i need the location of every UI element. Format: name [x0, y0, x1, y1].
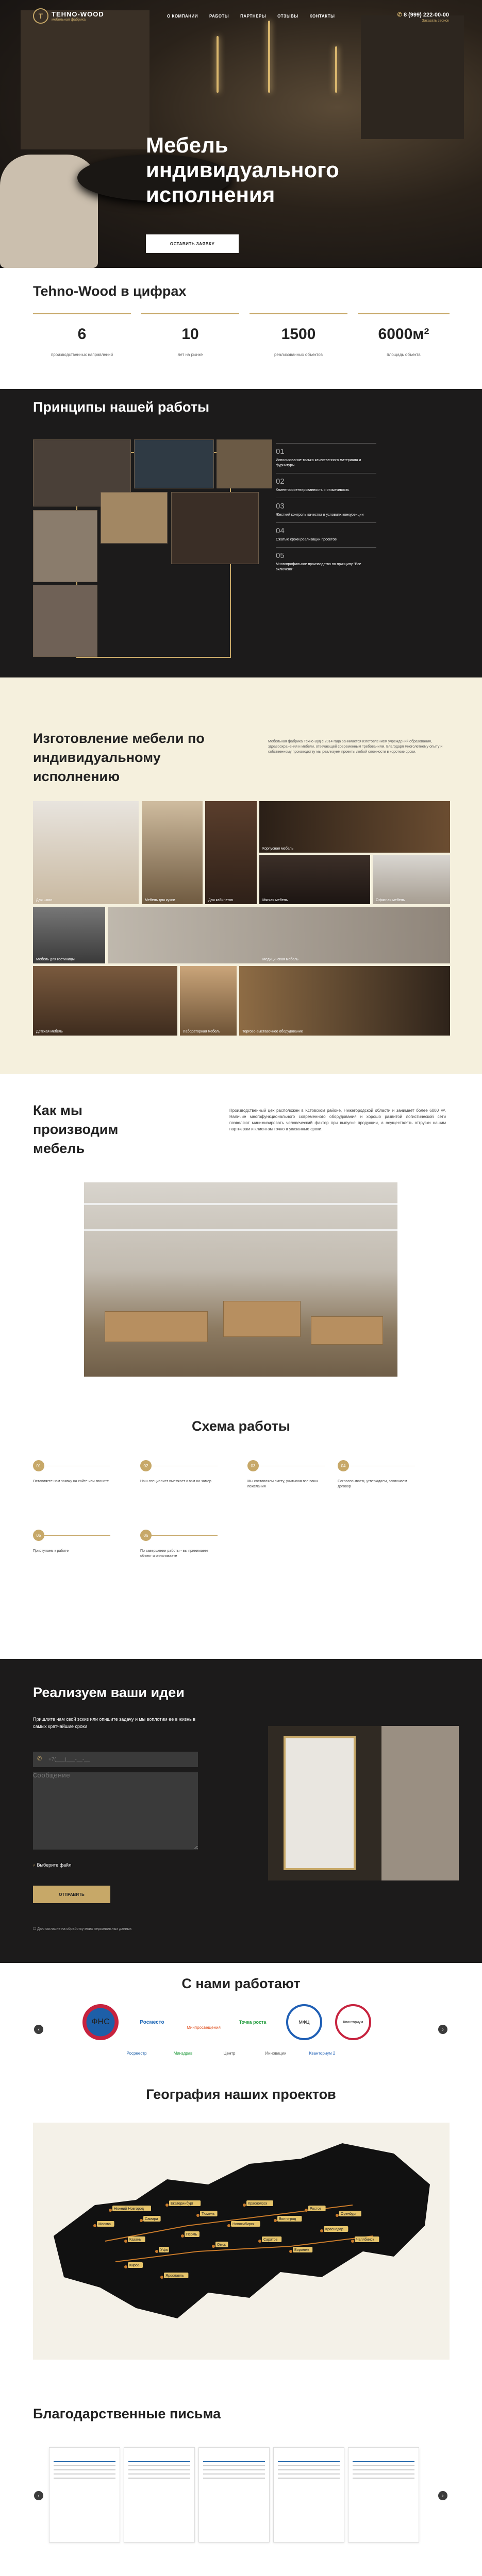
city-pin — [243, 2204, 246, 2207]
stat-label: лет на рынке — [177, 352, 203, 357]
gallery-title: Изготовление мебели по индивидуальному исполнению — [33, 731, 205, 784]
principles-title: Принципы нашей работы — [33, 399, 210, 415]
scheme-step — [247, 1463, 325, 1489]
production-section — [0, 1074, 482, 1414]
stat-divider — [141, 313, 239, 314]
stat-label: производственных направлений — [51, 352, 113, 357]
workshop-bench — [311, 1316, 383, 1345]
phone-icon: ✆ — [397, 11, 404, 18]
partner-logo: Минздрав — [173, 2050, 193, 2056]
city-label: Пермь — [186, 2233, 197, 2236]
russia-map-svg — [33, 2123, 450, 2360]
city-label: Саратов — [263, 2238, 278, 2242]
logo-icon: T — [33, 8, 48, 24]
production-text: Производственный цех расположен в Кстовском районе, Нижегородской области и занимает более 6000 м². Наличие многофункционального современного оборудования и хорошо развитой логистической сети позволяют минимизировать человеческий фактор при выпуске продукции, а осуществлять отгрузки нашим партнерам и клиентам точно в указанные сроки. — [229, 1108, 446, 1131]
ideas-subtitle: Пришлите нам свой эскиз или опишите задачу и мы воплотим ее в жизнь в самых кратчайшие сроки — [33, 1717, 196, 1729]
header-phone-box — [397, 10, 449, 23]
partner-logo: Росреестр — [126, 2050, 147, 2056]
gallery-tile-kitchen[interactable]: Мебель для кухни — [142, 801, 203, 904]
principle-item: 03 Жесткий контроль качества в условиях конкуренции — [276, 498, 376, 522]
city-label: Волгоград — [279, 2217, 296, 2221]
consent-checkbox[interactable]: ☐ Даю согласие на обработку моих персональных данных — [33, 1927, 132, 1931]
city-label: Тюмень — [202, 2212, 215, 2216]
scheme-step — [140, 1535, 218, 1559]
logo-name: TEHNO-WOOD — [52, 10, 104, 18]
nav-item-reviews[interactable]: ОТЗЫВЫ — [277, 13, 298, 19]
gallery-tile-hotel[interactable]: Мебель для гостиницы — [33, 907, 105, 963]
city-pin — [165, 2204, 169, 2207]
hero-lamp — [217, 36, 219, 93]
city-pin — [305, 2209, 308, 2212]
nav-item-about[interactable]: О КОМПАНИИ — [167, 13, 198, 19]
callback-link[interactable]: Заказать звонок — [422, 19, 449, 23]
principle-item: 05 Многопрофильное производство по принципу "Все включено" — [276, 547, 376, 577]
stat-value: 10 — [181, 326, 199, 343]
partner-logo: Точка роста — [239, 2020, 267, 2025]
header-phone[interactable]: ✆ 8 (999) 222-00-00 — [397, 11, 449, 18]
scheme-step — [33, 1535, 110, 1554]
workshop-beam — [84, 1229, 397, 1231]
city-pin — [196, 2214, 200, 2217]
partner-logo: МФЦ — [286, 2004, 322, 2040]
phone-field-icon: ✆ — [37, 1756, 42, 1762]
city-pin — [109, 2209, 112, 2212]
gallery-tile-kids[interactable]: Детская мебель — [33, 966, 177, 1036]
city-pin — [155, 2250, 158, 2253]
work-scheme-section — [0, 1414, 482, 1659]
hero-lamp — [335, 46, 337, 93]
gallery-text: Мебельная фабрика Техно-Вуд с 2014 года занимается изготовлением учреждений образования, здравоохранения и мебели, отвечающей современным требованиям. Благодаря многолетнему опыту и собственному производству мы реализуем проекты любой сложности в короткие сроки. — [268, 740, 443, 754]
step-text: Оставляете нам заявку на сайте или звоните — [33, 1480, 109, 1483]
step-text: Приступаем к работе — [33, 1549, 69, 1553]
principle-item: 04 Сжатые сроки реализации проектов — [276, 522, 376, 547]
thank-you-letter[interactable] — [273, 2447, 344, 2543]
scheme-step — [338, 1463, 415, 1489]
workshop-beam — [84, 1203, 397, 1205]
scheme-step — [33, 1463, 110, 1484]
gallery-section — [0, 677, 482, 1074]
partners-next-arrow[interactable]: › — [438, 2025, 447, 2034]
principles-list — [276, 443, 376, 577]
hero-section — [0, 0, 482, 268]
hero-title: Мебель индивидуального исполнения — [146, 133, 339, 207]
collage-photo — [33, 510, 97, 582]
city-label: Киров — [129, 2264, 140, 2267]
step-number: 01 — [33, 1460, 44, 1471]
russia-shape — [54, 2143, 430, 2318]
city-label: Омск — [217, 2243, 226, 2247]
logo[interactable] — [33, 8, 121, 24]
city-label: Оренбург — [341, 2212, 357, 2216]
submit-button[interactable]: ОТПРАВИТЬ — [33, 1886, 110, 1903]
thank-you-letter[interactable] — [198, 2447, 270, 2543]
stat-item — [250, 313, 347, 357]
numbers-section — [0, 268, 482, 389]
stat-item — [141, 313, 239, 357]
gallery-tile-cabinets[interactable]: Для кабинетов — [205, 801, 257, 904]
geography-section — [0, 2076, 482, 2396]
step-number: 02 — [140, 1460, 152, 1471]
city-pin — [258, 2240, 261, 2243]
ideas-form-section — [0, 1659, 482, 1963]
city-pin — [336, 2214, 339, 2217]
gallery-tile-lab[interactable]: Лабораторная мебель — [180, 966, 237, 1036]
city-label: Казань — [129, 2238, 141, 2242]
logo-tagline: мебельная фабрика — [52, 18, 86, 22]
letters-prev-arrow[interactable]: ‹ — [34, 2491, 43, 2500]
gallery-tile-upholstered[interactable]: Мягкая мебель — [259, 855, 370, 904]
city-pin — [160, 2276, 163, 2279]
room-interior — [381, 1726, 459, 1880]
partners-section — [0, 1963, 482, 2076]
partners-prev-arrow[interactable]: ‹ — [34, 2025, 43, 2034]
stat-divider — [358, 313, 450, 314]
geography-title: География наших проектов — [146, 2087, 336, 2102]
city-pin — [93, 2224, 96, 2227]
partner-logo: Центр — [223, 2050, 236, 2056]
hero-wall-panel — [361, 15, 464, 139]
partner-logo: Кванториум — [335, 2004, 371, 2040]
nav-item-contacts[interactable]: КОНТАКТЫ — [309, 13, 335, 19]
site-header — [0, 0, 482, 32]
step-text: Согласовываем, утверждаем, заключаем договор — [338, 1480, 407, 1488]
collage-photo — [217, 439, 272, 488]
stat-item — [358, 313, 450, 357]
partner-logo: Кванториум 2 — [309, 2050, 336, 2056]
message-input[interactable] — [33, 1772, 198, 1850]
collage-photo — [134, 439, 214, 488]
workshop-bench — [223, 1301, 301, 1337]
stat-value: 6 — [77, 326, 87, 343]
thank-you-letter[interactable] — [124, 2447, 195, 2543]
step-number: 06 — [140, 1530, 152, 1541]
city-label: Уфа — [160, 2248, 168, 2252]
gallery-tile-schools[interactable]: Для школ — [33, 801, 139, 904]
gallery-tile-medical[interactable]: Медицинская мебель — [108, 907, 450, 963]
scheme-step — [140, 1463, 218, 1484]
letters-title: Благодарственные письма — [33, 2406, 221, 2421]
city-pin — [227, 2224, 230, 2227]
partners-title: С нами работают — [181, 1976, 301, 1991]
city-label: Москва — [98, 2223, 111, 2226]
city-label: Ярославль — [165, 2274, 184, 2278]
collage-photo — [171, 492, 259, 564]
city-label: Красноярск — [248, 2202, 268, 2206]
stat-divider — [250, 313, 347, 314]
principle-item: 01 Использование только качественного материала и фурнитуры — [276, 443, 376, 473]
gallery-tile-office[interactable]: Офисная мебель — [373, 855, 450, 904]
city-label: Воронеж — [294, 2248, 309, 2252]
ideas-title: Реализуем ваши идеи — [33, 1685, 185, 1700]
city-label: Ростов — [310, 2207, 322, 2211]
workshop-bench — [105, 1311, 208, 1342]
nav-item-partners[interactable]: ПАРТНЕРЫ — [240, 13, 267, 19]
collage-photo — [101, 492, 168, 544]
city-label: Екатеринбург — [171, 2202, 194, 2206]
letters-next-arrow[interactable]: › — [438, 2491, 447, 2500]
stat-value: 1500 — [281, 326, 316, 343]
city-label: Краснодар — [325, 2228, 343, 2231]
russia-map — [33, 2123, 450, 2360]
principle-item: 02 Клиентоориентированность и отзывчивость — [276, 473, 376, 498]
production-title: Как мы производим мебель — [33, 1103, 119, 1156]
file-upload-button[interactable]: ⌕ Выберите файл — [33, 1862, 72, 1868]
step-number: 03 — [247, 1460, 259, 1471]
thank-you-letter[interactable] — [348, 2447, 419, 2543]
city-pin — [124, 2240, 127, 2243]
city-label: Нижний Новгород — [114, 2207, 144, 2211]
stat-label: площадь объекта — [387, 352, 421, 357]
paperclip-icon: ⌕ — [33, 1862, 37, 1868]
city-pin — [140, 2219, 143, 2222]
principles-section — [0, 389, 482, 677]
city-pin — [124, 2265, 127, 2268]
stat-divider — [33, 313, 131, 314]
city-label: Самара — [145, 2217, 158, 2221]
letters-section — [0, 2396, 482, 2576]
city-pin — [274, 2219, 277, 2222]
partner-logo: Росместо — [140, 2019, 164, 2025]
city-label: Челябинск — [356, 2238, 374, 2242]
nav-item-works[interactable]: РАБОТЫ — [209, 13, 229, 19]
city-label: Новосибирск — [232, 2223, 255, 2226]
main-nav — [167, 14, 335, 19]
stat-value: 6000м² — [378, 326, 429, 343]
partner-logo: Минпросвещения — [187, 2025, 221, 2030]
partner-logo: Инновации — [265, 2050, 287, 2056]
checkbox-icon: ☐ — [33, 1927, 38, 1931]
step-number: 04 — [338, 1460, 349, 1471]
partner-logo: ФНС — [82, 2004, 119, 2040]
city-pin — [212, 2245, 215, 2248]
city-pin — [181, 2234, 184, 2238]
step-text: По завершении работы - вы принимаете объект и оплачиваете — [140, 1549, 208, 1558]
step-text: Мы составляем смету, учитывая все ваши пожелания — [247, 1480, 319, 1488]
gallery-tile-retail[interactable]: Торгово-выставочное оборудование — [239, 966, 450, 1036]
glass-cabinet — [284, 1736, 356, 1870]
thank-you-letter[interactable] — [49, 2447, 120, 2543]
numbers-title: Tehno-Wood в цифрах — [33, 283, 187, 299]
gallery-tile-casework[interactable]: Корпусная мебель — [259, 801, 450, 853]
stat-label: реализованных объектов — [274, 352, 323, 357]
city-pin — [320, 2229, 323, 2232]
workshop-photo — [84, 1182, 397, 1377]
step-number: 05 — [33, 1530, 44, 1541]
collage-photo — [33, 585, 97, 657]
hero-request-button[interactable]: ОСТАВИТЬ ЗАЯВКУ — [146, 234, 239, 253]
ideas-photo — [268, 1726, 459, 1880]
phone-input[interactable] — [33, 1752, 198, 1767]
step-text: Наш специалист выезжает к вам на замер — [140, 1480, 211, 1483]
stat-item — [33, 313, 131, 357]
city-pin — [289, 2250, 292, 2253]
city-pin — [351, 2240, 354, 2243]
work-scheme-title: Схема работы — [192, 1418, 290, 1434]
